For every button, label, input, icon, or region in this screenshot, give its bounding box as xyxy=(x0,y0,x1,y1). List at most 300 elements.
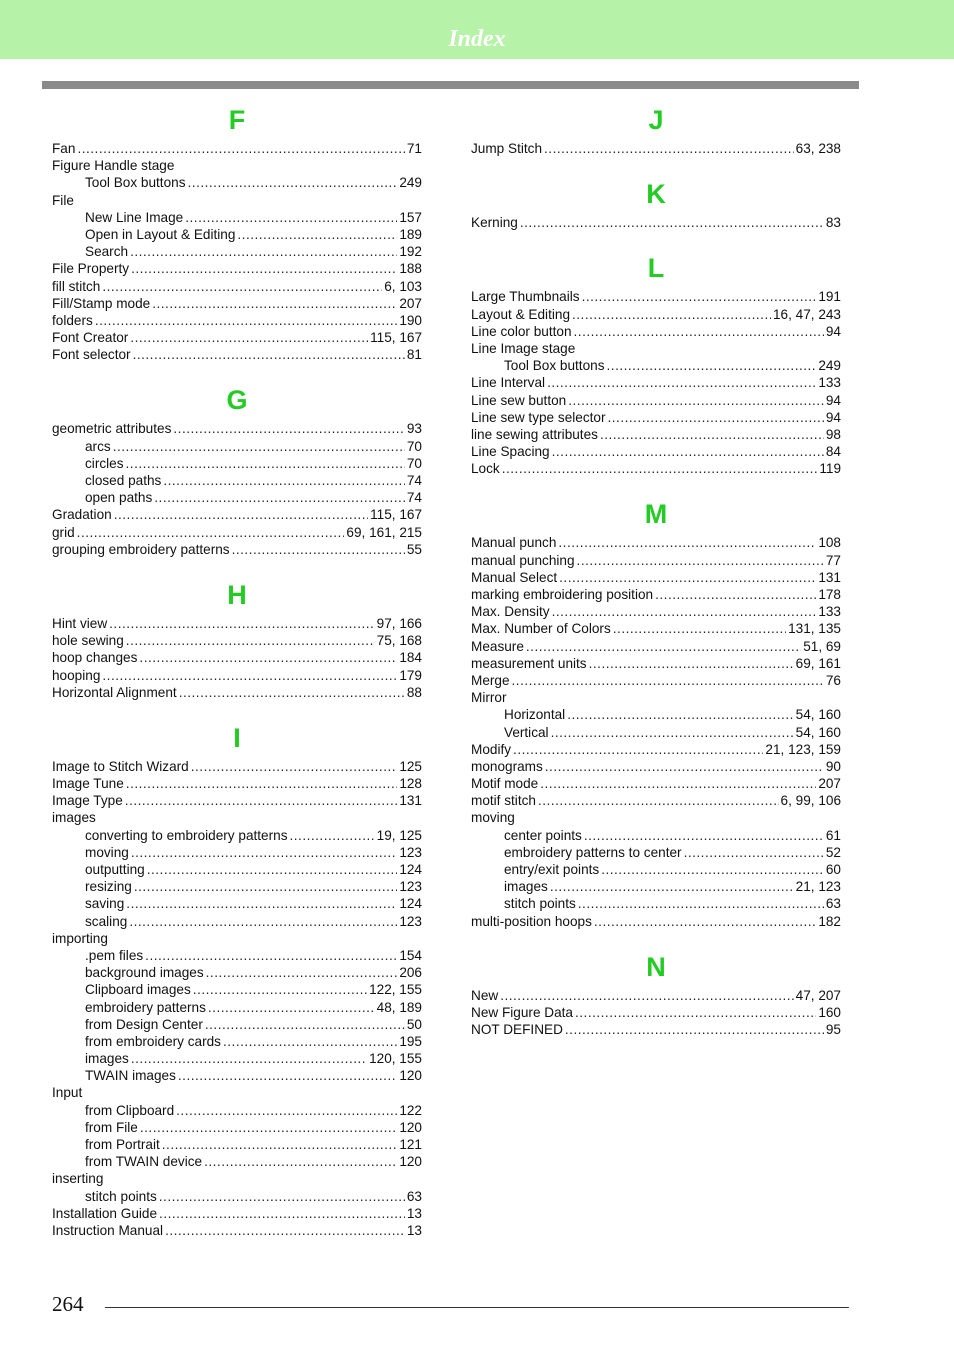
dot-leader xyxy=(206,964,398,981)
entry-pages: 61 xyxy=(825,827,841,843)
index-entry xyxy=(52,438,422,455)
index-entry xyxy=(471,672,841,689)
index-entry xyxy=(52,278,422,295)
dot-leader xyxy=(684,844,824,861)
index-entry xyxy=(471,706,841,723)
entry-term: importing xyxy=(52,930,108,946)
entry-term: Horizontal xyxy=(504,707,566,723)
entry-pages: 16, 47, 243 xyxy=(772,306,841,322)
entry-term: File xyxy=(52,192,74,208)
entry-term: Modify xyxy=(471,741,512,757)
entry-pages: 70 xyxy=(406,455,422,471)
index-entry xyxy=(52,827,422,844)
dot-leader xyxy=(613,620,786,637)
entry-term: Instruction Manual xyxy=(52,1222,164,1238)
entry-term: background images xyxy=(85,965,204,981)
index-entry xyxy=(471,443,841,460)
entry-term: New xyxy=(471,987,499,1003)
dot-leader xyxy=(95,312,398,329)
entry-pages: 90 xyxy=(825,758,841,774)
index-entry xyxy=(52,524,422,541)
dot-leader xyxy=(578,895,824,912)
page-title: Index xyxy=(448,26,506,52)
entry-term: Line color button xyxy=(471,323,572,339)
section-letter: M xyxy=(644,499,668,530)
dot-leader xyxy=(565,1021,824,1038)
entry-pages: 60 xyxy=(825,862,841,877)
entry-term: Fan xyxy=(52,141,76,156)
dot-leader xyxy=(512,672,824,689)
entry-pages: 84 xyxy=(825,444,841,460)
dot-leader xyxy=(140,1119,397,1136)
entry-pages: 207 xyxy=(399,295,422,311)
header-rule xyxy=(42,81,859,89)
entry-term: Measure xyxy=(471,638,524,654)
index-entry xyxy=(52,758,422,775)
entry-term: Clipboard images xyxy=(85,982,191,998)
entry-pages: 120 xyxy=(399,1068,422,1084)
dot-leader xyxy=(154,489,405,506)
entry-term: marking embroidering position xyxy=(471,587,654,602)
entry-pages: 63, 238 xyxy=(795,141,841,156)
index-entry xyxy=(471,827,841,844)
index-entry xyxy=(471,1004,841,1021)
entry-pages: 69, 161 xyxy=(795,655,841,671)
index-entry xyxy=(52,964,422,981)
entry-term: Mirror xyxy=(471,690,507,706)
entry-term: folders xyxy=(52,312,93,328)
entry-term: grouping embroidery patterns xyxy=(52,541,230,557)
index-entry xyxy=(52,1188,422,1205)
entry-pages: 123 xyxy=(399,844,422,860)
index-entry xyxy=(52,1153,422,1170)
index-section xyxy=(471,100,841,157)
entry-pages: 123 xyxy=(399,913,422,929)
dot-leader xyxy=(568,392,824,409)
dot-leader xyxy=(608,409,824,426)
entry-pages: 207 xyxy=(818,776,841,792)
entry-pages: 178 xyxy=(818,587,841,602)
entry-term: Max. Density xyxy=(471,604,550,620)
entry-term: images xyxy=(504,879,548,895)
entry-term: Max. Number of Colors xyxy=(471,621,611,637)
entry-term: images xyxy=(85,1051,129,1067)
entry-pages: 184 xyxy=(399,650,422,666)
dot-leader xyxy=(208,999,375,1016)
dot-leader xyxy=(237,226,397,243)
index-entry xyxy=(52,295,422,312)
entry-term: Large Thumbnails xyxy=(471,289,580,305)
dot-leader xyxy=(551,724,794,741)
entry-pages: 115, 167 xyxy=(370,330,422,346)
entry-pages: 74 xyxy=(406,473,422,488)
section-gap xyxy=(52,363,422,380)
dot-leader xyxy=(130,329,368,346)
entry-pages: 63 xyxy=(406,1188,422,1204)
index-entry xyxy=(52,541,422,558)
entry-pages: 48, 189 xyxy=(376,999,422,1015)
entry-pages: 47, 207 xyxy=(795,987,841,1003)
dot-leader xyxy=(526,638,801,655)
entry-term: stitch points xyxy=(504,896,576,912)
entry-pages: 71 xyxy=(406,141,422,156)
entry-pages: 54, 160 xyxy=(795,724,841,740)
index-entry xyxy=(471,758,841,775)
dot-leader xyxy=(131,1050,367,1067)
entry-pages: 133 xyxy=(818,375,841,391)
entry-pages: 125 xyxy=(399,758,422,774)
dot-leader xyxy=(173,420,404,437)
entry-term: Motif mode xyxy=(471,776,539,792)
index-entry xyxy=(52,140,422,157)
entry-pages: 133 xyxy=(818,604,841,620)
entry-term: entry/exit points xyxy=(504,862,600,877)
entry-pages: 157 xyxy=(399,209,422,225)
entry-term: Manual punch xyxy=(471,535,557,551)
entry-term: hole sewing xyxy=(52,633,124,649)
index-entry xyxy=(52,455,422,472)
entry-pages: 124 xyxy=(399,896,422,912)
dot-leader xyxy=(577,552,824,569)
entry-pages: 21, 123 xyxy=(795,879,841,895)
entry-pages: 190 xyxy=(399,312,422,328)
dot-leader xyxy=(204,1153,397,1170)
dot-leader xyxy=(176,1102,397,1119)
dot-leader xyxy=(655,586,816,603)
section-gap xyxy=(52,701,422,718)
entry-term: File Property xyxy=(52,261,130,277)
index-entry xyxy=(471,775,841,792)
entry-term: closed paths xyxy=(85,473,162,488)
entry-term: Figure Handle stage xyxy=(52,158,175,174)
entry-term: center points xyxy=(504,827,582,843)
entry-pages: 121 xyxy=(399,1137,422,1152)
dot-leader xyxy=(147,861,398,878)
entry-term: .pem files xyxy=(85,947,144,963)
entry-term: multi-position hoops xyxy=(471,913,592,929)
entry-pages: 124 xyxy=(399,862,422,877)
entry-term: Font Creator xyxy=(52,330,129,346)
dot-leader xyxy=(129,913,397,930)
entry-pages: 128 xyxy=(399,776,422,792)
index-entry xyxy=(52,209,422,226)
entry-term: monograms xyxy=(471,758,543,774)
entry-pages: 94 xyxy=(825,392,841,408)
dot-leader xyxy=(558,534,816,551)
index-entry xyxy=(52,844,422,861)
entry-pages: 95 xyxy=(825,1022,841,1038)
index-entry xyxy=(52,649,422,666)
entry-term: NOT DEFINED xyxy=(471,1022,563,1038)
entry-pages: 94 xyxy=(825,409,841,425)
index-entry xyxy=(471,1021,841,1038)
dot-leader xyxy=(191,758,398,775)
entry-term: Manual Select xyxy=(471,569,558,585)
dot-leader xyxy=(607,357,817,374)
entry-term: from Clipboard xyxy=(85,1102,175,1118)
index-section xyxy=(52,100,422,363)
entry-pages: 115, 167 xyxy=(370,507,422,523)
index-section xyxy=(52,380,422,558)
entry-term: grid xyxy=(52,524,75,540)
entry-term: Kerning xyxy=(471,215,518,231)
index-entry xyxy=(52,632,422,649)
index-entry xyxy=(52,1119,422,1136)
entry-term: Line Image stage xyxy=(471,340,576,356)
entry-pages: 188 xyxy=(399,261,422,277)
dot-leader xyxy=(572,306,771,323)
entry-pages: 154 xyxy=(399,947,422,963)
dot-leader xyxy=(126,895,397,912)
index-entry xyxy=(52,947,422,964)
index-entry xyxy=(52,981,422,998)
entry-term: circles xyxy=(85,455,124,471)
index-section xyxy=(471,248,841,477)
dot-leader xyxy=(139,649,397,666)
index-entry xyxy=(52,775,422,792)
dot-leader xyxy=(133,346,405,363)
index-entry xyxy=(471,323,841,340)
index-entry xyxy=(471,460,841,477)
page-number: 264 xyxy=(52,1292,84,1316)
section-letter: L xyxy=(647,253,665,284)
dot-leader xyxy=(125,792,398,809)
dot-leader xyxy=(552,603,817,620)
dot-leader xyxy=(290,827,375,844)
index-entry xyxy=(52,930,422,947)
entry-term: Font selector xyxy=(52,347,131,363)
dot-leader xyxy=(559,569,816,586)
entry-pages: 160 xyxy=(818,1004,841,1020)
entry-term: embroidery patterns xyxy=(85,999,206,1015)
entry-term: open paths xyxy=(85,490,153,506)
entry-pages: 123 xyxy=(399,879,422,895)
index-entry xyxy=(52,792,422,809)
dot-leader xyxy=(159,1205,405,1222)
entry-pages: 6, 99, 106 xyxy=(780,793,841,809)
index-entry xyxy=(471,569,841,586)
entry-term: manual punching xyxy=(471,552,575,568)
entry-pages: 63 xyxy=(825,896,841,912)
index-entry xyxy=(471,895,841,912)
entry-term: Image Type xyxy=(52,793,123,809)
entry-term: Line Interval xyxy=(471,375,546,391)
index-entry xyxy=(471,638,841,655)
index-entry xyxy=(52,1136,422,1153)
dot-leader xyxy=(165,1222,405,1239)
entry-term: Lock xyxy=(471,461,500,477)
dot-leader xyxy=(193,981,367,998)
entry-term: moving xyxy=(85,844,129,860)
entry-pages: 182 xyxy=(818,913,841,929)
dot-leader xyxy=(114,506,368,523)
dot-leader xyxy=(223,1033,397,1050)
entry-pages: 98 xyxy=(825,426,841,442)
index-entry xyxy=(52,506,422,523)
entry-pages: 192 xyxy=(399,244,422,260)
entry-term: Input xyxy=(52,1085,83,1101)
entry-pages: 81 xyxy=(406,347,422,363)
entry-pages: 131 xyxy=(818,569,841,585)
entry-term: from Portrait xyxy=(85,1137,160,1152)
entry-term: measurement units xyxy=(471,655,587,671)
entry-term: embroidery patterns to center xyxy=(504,844,682,860)
index-entry xyxy=(52,329,422,346)
index-entry xyxy=(471,392,841,409)
dot-leader xyxy=(179,684,405,701)
entry-pages: 120 xyxy=(399,1119,422,1135)
entry-pages: 108 xyxy=(818,535,841,551)
entry-pages: 122, 155 xyxy=(369,982,422,998)
index-entry xyxy=(52,1102,422,1119)
dot-leader xyxy=(520,214,824,231)
entry-term: outputting xyxy=(85,862,145,877)
section-letter: G xyxy=(226,385,248,416)
index-entry xyxy=(471,987,841,1004)
section-letter: N xyxy=(646,951,666,982)
dot-leader xyxy=(131,260,397,277)
index-entry xyxy=(471,288,841,305)
entry-term: Image Tune xyxy=(52,776,124,792)
entry-term: Image to Stitch Wizard xyxy=(52,758,189,774)
index-entry xyxy=(471,586,841,603)
dot-leader xyxy=(130,243,397,260)
index-entry xyxy=(52,192,422,209)
dot-leader xyxy=(552,443,824,460)
index-entry xyxy=(471,140,841,157)
entry-term: hoop changes xyxy=(52,650,138,666)
entry-term: Installation Guide xyxy=(52,1205,158,1221)
entry-pages: 119 xyxy=(819,461,841,477)
entry-term: Tool Box buttons xyxy=(504,358,605,374)
index-entry xyxy=(52,1016,422,1033)
entry-pages: 19, 125 xyxy=(376,827,422,843)
entry-pages: 206 xyxy=(399,965,422,981)
entry-pages: 88 xyxy=(406,684,422,700)
entry-pages: 249 xyxy=(818,358,841,374)
entry-term: inserting xyxy=(52,1171,104,1187)
entry-pages: 13 xyxy=(406,1205,422,1221)
dot-leader xyxy=(601,861,824,878)
entry-term: stitch points xyxy=(85,1188,157,1204)
entry-term: scaling xyxy=(85,913,128,929)
dot-leader xyxy=(545,758,824,775)
index-entry xyxy=(52,684,422,701)
index-section xyxy=(52,718,422,1239)
entry-term: arcs xyxy=(85,438,111,454)
entry-term: resizing xyxy=(85,879,132,895)
dot-leader xyxy=(109,615,374,632)
dot-leader xyxy=(540,775,816,792)
entry-pages: 21, 123, 159 xyxy=(765,741,841,757)
dot-leader xyxy=(159,1188,405,1205)
dot-leader xyxy=(500,987,793,1004)
entry-pages: 195 xyxy=(399,1033,422,1049)
footer-rule xyxy=(105,1307,849,1308)
index-entry xyxy=(471,214,841,231)
index-entry xyxy=(471,689,841,706)
page-header xyxy=(0,0,954,59)
dot-leader xyxy=(162,1136,398,1153)
dot-leader xyxy=(502,460,818,477)
section-letter: F xyxy=(228,105,246,135)
entry-term: from embroidery cards xyxy=(85,1033,221,1049)
dot-leader xyxy=(567,706,793,723)
index-entry xyxy=(471,878,841,895)
entry-pages: 249 xyxy=(399,175,422,191)
entry-pages: 70 xyxy=(406,438,422,454)
entry-pages: 120, 155 xyxy=(369,1051,422,1067)
entry-term: Fill/Stamp mode xyxy=(52,295,151,311)
entry-pages: 54, 160 xyxy=(795,707,841,723)
index-entry xyxy=(52,895,422,912)
dot-leader xyxy=(134,878,397,895)
index-entry xyxy=(471,357,841,374)
section-gap xyxy=(471,157,841,174)
dot-leader xyxy=(600,426,824,443)
entry-term: Open in Layout & Editing xyxy=(85,226,236,242)
index-entry xyxy=(52,226,422,243)
section-letter: I xyxy=(233,722,241,753)
section-gap xyxy=(52,558,422,575)
dot-leader xyxy=(178,1067,397,1084)
entry-pages: 131, 135 xyxy=(788,621,841,637)
index-entry xyxy=(471,792,841,809)
index-entry xyxy=(471,552,841,569)
dot-leader xyxy=(145,947,397,964)
entry-term: moving xyxy=(471,810,515,826)
dot-leader xyxy=(594,913,816,930)
entry-term: TWAIN images xyxy=(85,1068,176,1084)
entry-term: saving xyxy=(85,896,125,912)
entry-pages: 52 xyxy=(825,844,841,860)
entry-pages: 94 xyxy=(825,323,841,339)
dot-leader xyxy=(538,792,779,809)
index-entry xyxy=(52,243,422,260)
entry-pages: 120 xyxy=(399,1154,422,1170)
dot-leader xyxy=(589,655,794,672)
entry-term: from TWAIN device xyxy=(85,1154,203,1170)
dot-leader xyxy=(550,878,794,895)
entry-term: Layout & Editing xyxy=(471,306,570,322)
entry-pages: 75, 168 xyxy=(376,633,422,649)
index-entry xyxy=(471,340,841,357)
section-gap xyxy=(471,930,841,947)
entry-pages: 55 xyxy=(406,541,422,557)
entry-term: from File xyxy=(85,1119,138,1135)
entry-term: Line sew button xyxy=(471,392,567,408)
entry-term: converting to embroidery patterns xyxy=(85,827,288,843)
index-entry xyxy=(52,1050,422,1067)
index-section xyxy=(52,575,422,701)
index-entry xyxy=(471,306,841,323)
index-entry xyxy=(471,809,841,826)
entry-term: New Figure Data xyxy=(471,1004,573,1020)
dot-leader xyxy=(544,140,794,157)
entry-term: motif stitch xyxy=(471,793,536,809)
index-entry xyxy=(52,809,422,826)
dot-leader xyxy=(77,524,345,541)
index-entry xyxy=(52,346,422,363)
entry-term: Merge xyxy=(471,672,510,688)
entry-pages: 131 xyxy=(399,793,422,809)
index-section xyxy=(471,494,841,929)
section-letter: J xyxy=(648,105,664,135)
index-entry xyxy=(471,861,841,878)
index-column-left xyxy=(52,100,422,1239)
index-entry xyxy=(52,667,422,684)
index-entry xyxy=(52,472,422,489)
